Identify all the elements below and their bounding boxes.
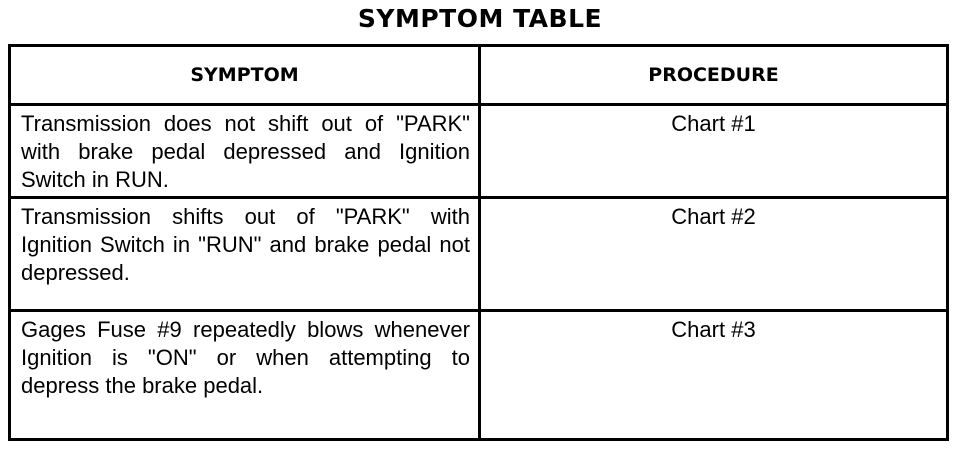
symptom-table xyxy=(8,44,949,441)
procedure-cell: Chart #2 xyxy=(480,198,948,311)
page-title: SYMPTOM TABLE xyxy=(357,4,603,33)
symptom-cell: Transmission does not shift out of "PARK" with brake pedal depressed and Ignition Switch in RUN. xyxy=(10,105,480,198)
table-row xyxy=(10,105,948,198)
procedure-column-header: PROCEDURE xyxy=(480,46,948,105)
symptom-cell: Gages Fuse #9 repeatedly blows whenever Ignition is "ON" or when attempting to depress the brake pedal. xyxy=(10,311,480,440)
symptom-column-header: SYMPTOM xyxy=(10,46,480,105)
table-row xyxy=(10,311,948,440)
table-header-row xyxy=(10,46,948,105)
symptom-cell: Transmission shifts out of "PARK" with Ignition Switch in "RUN" and brake pedal not depressed. xyxy=(10,198,480,311)
procedure-cell: Chart #1 xyxy=(480,105,948,198)
table-row xyxy=(10,198,948,311)
procedure-cell: Chart #3 xyxy=(480,311,948,440)
